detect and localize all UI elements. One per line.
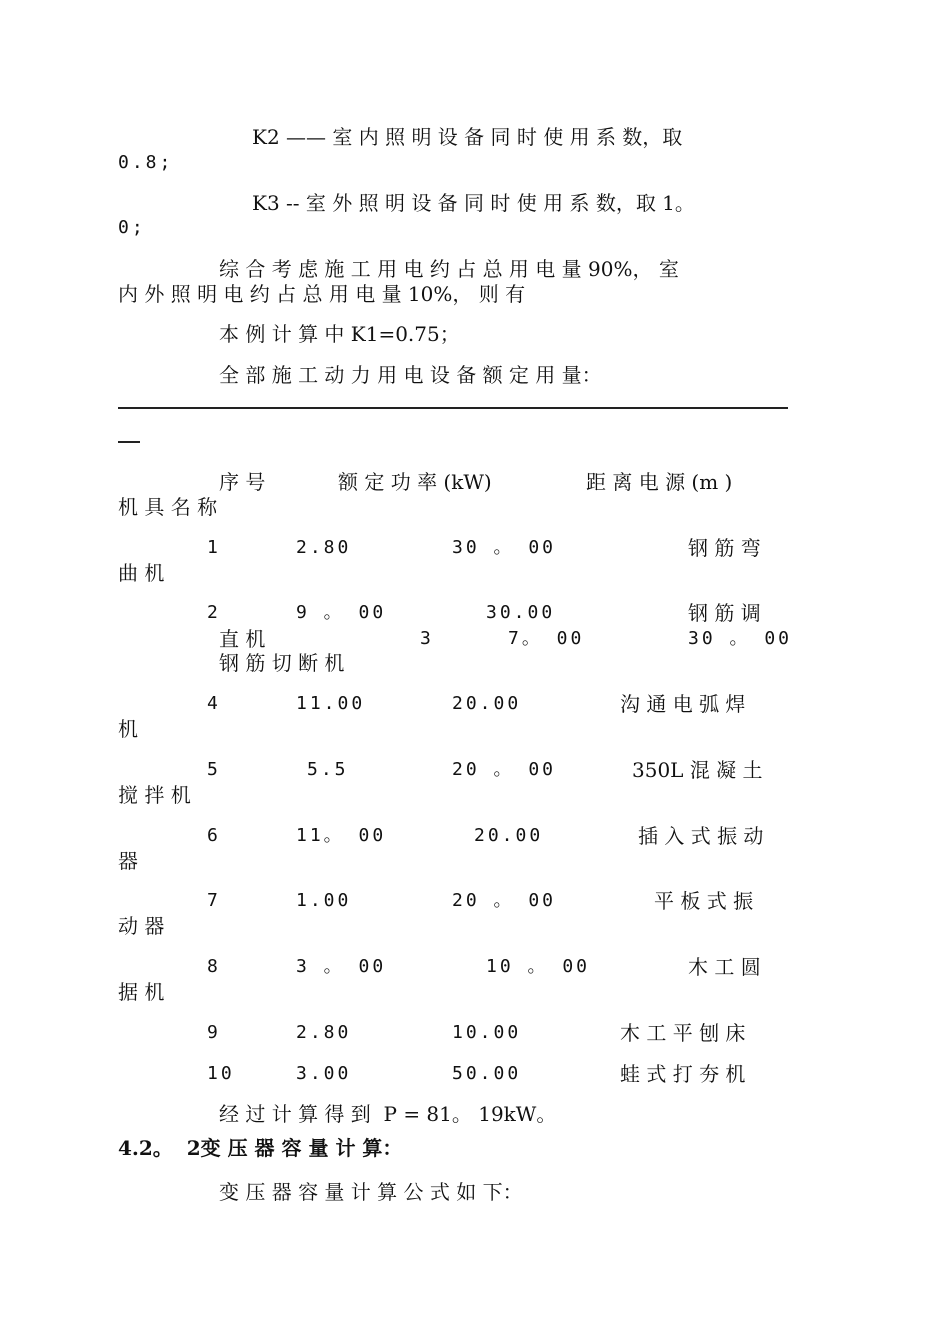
row-distance: 10.00 (452, 1022, 522, 1043)
row-no: 8 (207, 956, 221, 977)
row-no: 4 (207, 693, 221, 714)
row-name: 钢 筋 弯 (688, 536, 761, 560)
row-name: 插 入 式 振 动 (638, 824, 764, 848)
row-distance: 30 。 00 (452, 537, 557, 558)
row-name: 沟 通 电 弧 焊 (620, 692, 746, 716)
row-distance: 20.00 (474, 825, 544, 846)
k2-line-1: K2 —— 室 内 照 明 设 备 同 时 使 用 系 数，取 (252, 125, 683, 149)
header-name: 机 具 名 称 (118, 495, 218, 519)
row-power: 11.00 (296, 693, 366, 714)
row-no: 2 (207, 602, 221, 623)
row-name-wrap: 直 机 (219, 627, 266, 651)
row-no: 7 (207, 890, 221, 911)
row-name-wrap: 动 器 (118, 914, 165, 938)
row-power: 3 。 00 (296, 956, 387, 977)
divider-line-tail (118, 441, 140, 443)
row-power: 9 。 00 (296, 602, 387, 623)
header-power: 额 定 功 率 (kW) (338, 470, 492, 494)
row-power: 2.80 (296, 1022, 352, 1043)
summary-line-1: 综 合 考 虑 施 工 用 电 约 占 总 用 电 量 90%， 室 (219, 257, 679, 281)
row-name-wrap: 曲 机 (118, 561, 165, 585)
row-name: 蛙 式 打 夯 机 (620, 1062, 746, 1086)
row-distance: 20 。 00 (452, 890, 557, 911)
row-name: 平 板 式 振 (654, 889, 754, 913)
row-distance: 20 。 00 (452, 759, 557, 780)
row-power: 3.00 (296, 1063, 352, 1084)
row-power: 5.5 (307, 759, 349, 780)
k2-line-2: 0.8; (118, 152, 174, 173)
header-distance: 距 离 电 源 (m ) (586, 470, 733, 494)
section-heading: 4.2。 2变 压 器 容 量 计 算： (118, 1136, 403, 1160)
total-label: 全 部 施 工 动 力 用 电 设 备 额 定 用 量： (219, 363, 602, 387)
row-power: 7。 00 (508, 628, 585, 649)
row-distance: 30 。 00 (688, 628, 793, 649)
row-power: 2.80 (296, 537, 352, 558)
row-no: 1 (207, 537, 221, 558)
row-no: 3 (420, 628, 434, 649)
formula-intro: 变 压 器 容 量 计 算 公 式 如 下： (219, 1180, 523, 1204)
k1-value: 本 例 计 算 中 K1=0.75； (219, 322, 460, 346)
row-power: 1.00 (296, 890, 352, 911)
k3-line-1: K3 -- 室 外 照 明 设 备 同 时 使 用 系 数，取 1。 (252, 191, 695, 215)
row-distance: 30.00 (486, 602, 556, 623)
row-name: 钢 筋 切 断 机 (219, 651, 345, 675)
row-distance: 10 。 00 (486, 956, 591, 977)
row-name-wrap: 器 (118, 849, 138, 873)
row-name: 木 工 圆 (688, 955, 761, 979)
row-no: 5 (207, 759, 221, 780)
row-name-wrap: 机 (118, 717, 138, 741)
row-name: 木 工 平 刨 床 (620, 1021, 746, 1045)
row-no: 10 (207, 1063, 235, 1084)
row-distance: 50.00 (452, 1063, 522, 1084)
row-name-wrap: 搅 拌 机 (118, 783, 191, 807)
summary-line-2: 内 外 照 明 电 约 占 总 用 电 量 10%， 则 有 (118, 282, 526, 306)
row-no: 9 (207, 1022, 221, 1043)
divider-line (118, 407, 788, 409)
row-distance: 20.00 (452, 693, 522, 714)
calculation-result: 经 过 计 算 得 到 P = 81。 19kW。 (219, 1102, 557, 1126)
row-no: 6 (207, 825, 221, 846)
k3-line-2: 0; (118, 217, 146, 238)
header-no: 序 号 (219, 470, 266, 494)
row-name: 350L 混 凝 土 (632, 758, 763, 782)
row-name-wrap: 据 机 (118, 980, 165, 1004)
row-power: 11。 00 (296, 825, 387, 846)
row-name: 钢 筋 调 (688, 601, 761, 625)
